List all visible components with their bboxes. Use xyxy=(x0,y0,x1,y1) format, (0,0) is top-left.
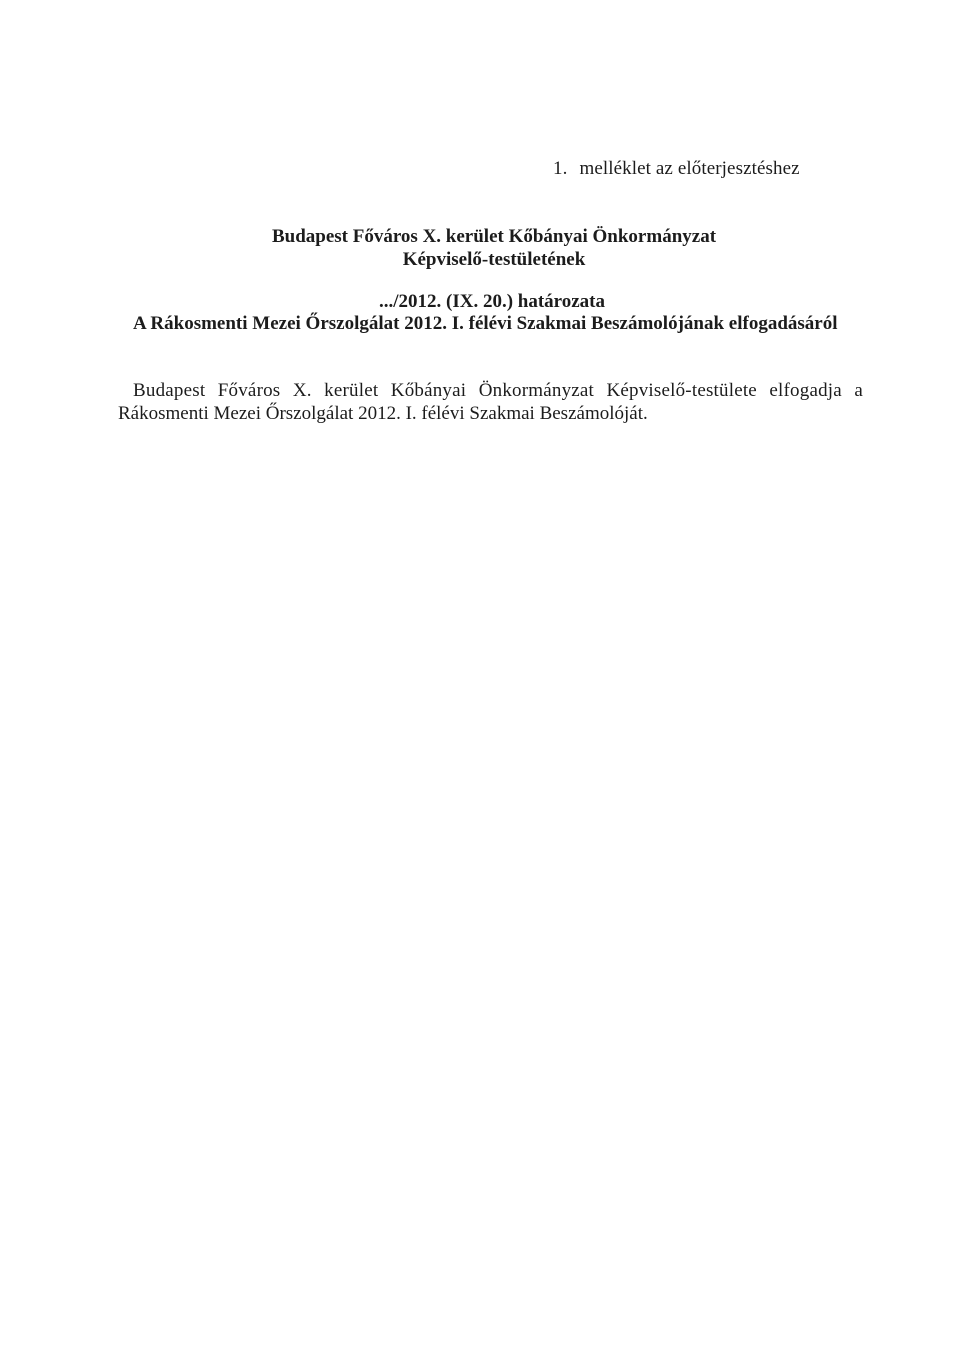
annex-label xyxy=(553,158,800,180)
resolution-text-line-2: Rákosmenti Mezei Őrszolgálat 2012. I. félévi Szakmai Beszámolóját. xyxy=(118,403,648,424)
issuing-body: Képviselő-testületének xyxy=(402,249,586,270)
word: Budapest xyxy=(133,380,206,401)
resolution-title: A Rákosmenti Mezei Őrszolgálat 2012. I. félévi Szakmai Beszámolójának elfogadásáról xyxy=(133,313,838,334)
issuing-authority: Budapest Főváros X. kerület Kőbányai Önkormányzat xyxy=(271,226,717,247)
word: Kőbányai xyxy=(390,380,467,401)
word: Főváros xyxy=(217,380,281,401)
word: Önkormányzat xyxy=(478,380,595,401)
resolution-number: .../2012. (IX. 20.) határozata xyxy=(378,291,606,312)
word: Képviselő-testülete xyxy=(606,380,757,401)
word: a xyxy=(854,380,863,401)
word: elfogadja xyxy=(769,380,842,401)
annex-number: 1. xyxy=(553,158,568,179)
annex-text: melléklet az előterjesztéshez xyxy=(579,158,800,179)
resolution-text-line-1 xyxy=(133,380,863,402)
word: kerület xyxy=(324,380,379,401)
word: X. xyxy=(292,380,312,401)
